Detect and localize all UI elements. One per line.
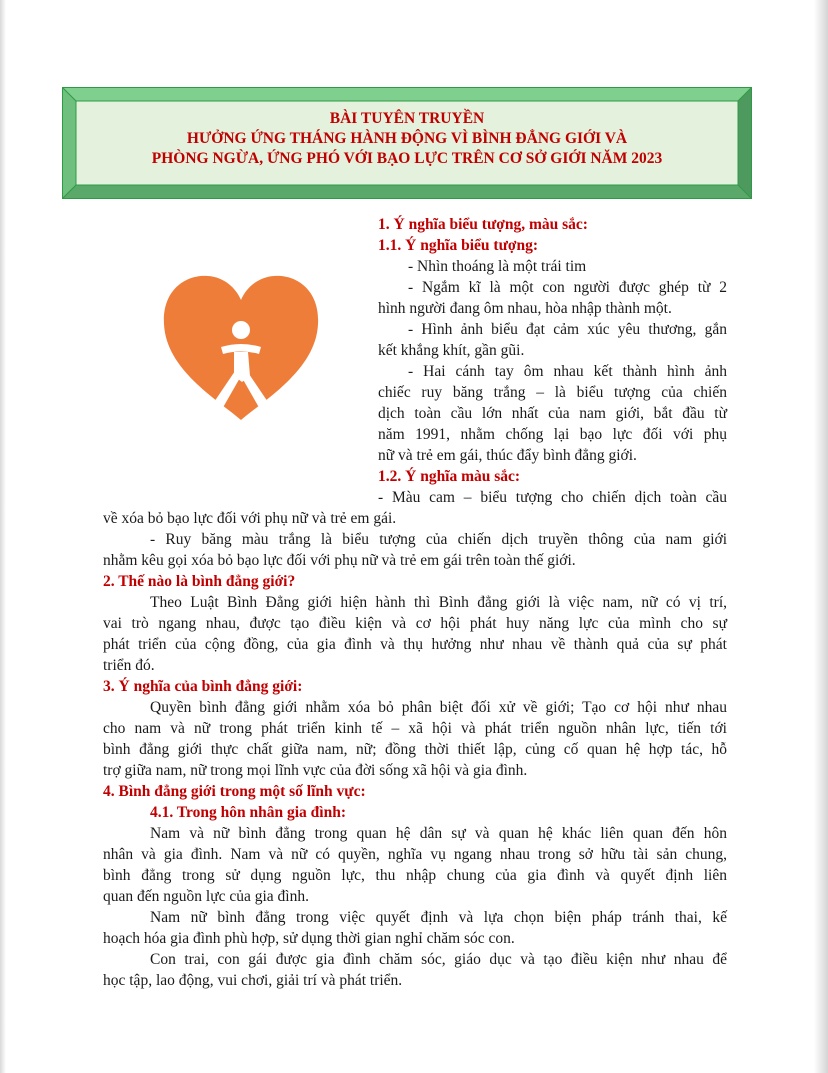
banner-line-2: HƯỞNG ỨNG THÁNG HÀNH ĐỘNG VÌ BÌNH ĐẲNG GIỚI VÀ bbox=[186, 130, 628, 147]
symbol-line-2b: hình người đang ôm nhau, hòa nhập thành một. bbox=[378, 300, 672, 317]
section-1-1-heading: 1.1. Ý nghĩa biểu tượng: bbox=[378, 237, 538, 254]
symbol-line-4b: chiếc ruy băng trắng – là biểu tượng của chiến bbox=[378, 384, 727, 401]
symbol-line-3a: - Hình ảnh biểu đạt cảm xúc yêu thương, gắn bbox=[408, 321, 727, 338]
banner-line-3: PHÒNG NGỪA, ỨNG PHÓ VỚI BẠO LỰC TRÊN CƠ SỞ GIỚI NĂM 2023 bbox=[151, 150, 663, 167]
symbol-line-4a: - Hai cánh tay ôm nhau kết thành hình ảnh bbox=[408, 363, 727, 380]
section-3-line-d: trợ giữa nam, nữ trong mọi lĩnh vực của đời sống xã hội và gia đình. bbox=[103, 762, 528, 779]
section-2-line-b: vai trò ngang nhau, được tạo điều kiện và cơ hội phát huy năng lực của mình cho sự bbox=[103, 615, 727, 632]
marriage-line-2a: Nam nữ bình đẳng trong việc quyết định và lựa chọn biện pháp tránh thai, kế bbox=[150, 909, 727, 926]
symbol-line-3b: kết khắng khít, gần gũi. bbox=[378, 342, 525, 359]
section-4-1-heading: 4.1. Trong hôn nhân gia đình: bbox=[150, 804, 346, 821]
color-line-2b: nhằm kêu gọi xóa bỏ bạo lực đối với phụ nữ và trẻ em gái trên toàn thế giới. bbox=[103, 552, 576, 569]
section-2-line-c: phát triển của cộng đồng, của gia đình và thụ hưởng như nhau về thành quả của sự phát bbox=[103, 636, 727, 653]
symbol-line-1: - Nhìn thoáng là một trái tim bbox=[408, 258, 587, 275]
section-4-heading: 4. Bình đẳng giới trong một số lĩnh vực: bbox=[103, 783, 366, 800]
color-line-2a: - Ruy băng màu trắng là biểu tượng của chiến dịch truyền thông của nam giới bbox=[150, 531, 727, 548]
marriage-line-1c: bình đẳng trong sử dụng nguồn lực, thu nhập chung của gia đình và quyết định liên bbox=[103, 867, 727, 884]
banner-title bbox=[76, 109, 738, 169]
section-2-line-a: Theo Luật Bình Đẳng giới hiện hành thì Bình đẳng giới là việc nam, nữ có vị trí, bbox=[150, 594, 727, 611]
section-3-line-b: cho nam và nữ trong phát triển kinh tế – xã hội và phát triển nguồn nhân lực, tiến tới bbox=[103, 720, 727, 737]
banner-line-1: BÀI TUYÊN TRUYỀN bbox=[329, 110, 485, 127]
title-banner bbox=[62, 87, 752, 199]
section-3-line-c: bình đẳng giới thực chất giữa nam, nữ; đồng thời thiết lập, củng cố quan hệ hợp tác, hỗ bbox=[103, 741, 727, 758]
marriage-line-3b: học tập, lao động, vui chơi, giải trí và phát triển. bbox=[103, 972, 403, 989]
section-1-heading: 1. Ý nghĩa biểu tượng, màu sắc: bbox=[378, 216, 588, 233]
symbol-line-4e: nữ và trẻ em gái, thúc đẩy bình đẳng giới. bbox=[378, 447, 637, 464]
color-line-1b: về xóa bỏ bạo lực đối với phụ nữ và trẻ em gái. bbox=[103, 510, 397, 527]
section-3-heading: 3. Ý nghĩa của bình đẳng giới: bbox=[103, 678, 303, 695]
marriage-line-3a: Con trai, con gái được gia đình chăm sóc, giáo dục và tạo điều kiện như nhau để bbox=[150, 951, 727, 968]
section-2-heading: 2. Thế nào là bình đẳng giới? bbox=[103, 573, 296, 590]
marriage-line-1d: quan đến nguồn lực của gia đình. bbox=[103, 888, 309, 905]
heart-ribbon-icon bbox=[156, 268, 326, 426]
marriage-line-1b: nhân và gia đình. Nam và nữ có quyền, nghĩa vụ ngang nhau trong sở hữu tài sản chung, bbox=[103, 846, 727, 863]
section-1-2-heading: 1.2. Ý nghĩa màu sắc: bbox=[378, 468, 521, 485]
symbol-line-4c: dịch toàn cầu lớn nhất của nam giới, bắt đầu từ bbox=[378, 405, 727, 422]
symbol-line-2a: - Ngắm kĩ là một con người được ghép từ 2 bbox=[408, 279, 727, 296]
color-line-1a: - Màu cam – biểu tượng cho chiến dịch toàn cầu bbox=[378, 489, 727, 506]
symbol-line-4d: năm 1991, nhằm chống lại bạo lực đối với phụ bbox=[378, 426, 727, 443]
marriage-line-1a: Nam và nữ bình đẳng trong quan hệ dân sự và quan hệ khác liên quan đến hôn bbox=[150, 825, 727, 842]
section-3-line-a: Quyền bình đẳng giới nhằm xóa bỏ phân biệt đối xử về giới; Tạo cơ hội như nhau bbox=[150, 699, 727, 716]
marriage-line-2b: hoạch hóa gia đình phù hợp, sử dụng thời gian nghỉ chăm sóc con. bbox=[103, 930, 515, 947]
section-2-line-d: triển đó. bbox=[103, 657, 155, 674]
